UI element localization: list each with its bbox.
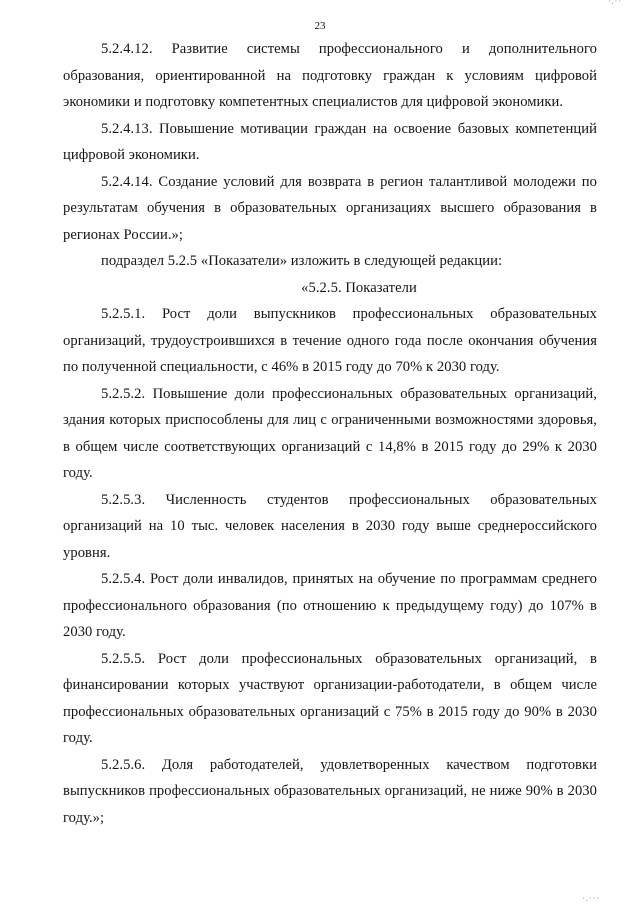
paragraph-5-2-5-4: 5.2.5.4. Рост доли инвалидов, принятых на обучение по программам среднего профессионального образования (по отношению к предыдущему году) до 107% в 2030 году. (63, 571, 597, 640)
page-number: 23 (314, 20, 326, 32)
scan-mark-bottom: ·.··· (582, 894, 600, 903)
paragraph-5-2-5-3: 5.2.5.3. Численность студентов профессиональных образовательных организаций на 10 тыс. человек населения в 2030 году выше среднероссийского уровня. (63, 491, 597, 561)
scan-mark-top: ·.·· (608, 0, 622, 6)
paragraph-5-2-4-12: 5.2.4.12. Развитие системы профессионального и дополнительного образования, ориентированной на подготовку граждан к условиям цифровой экономики и подготовку компетентных специалистов для цифровой экономики. (63, 41, 597, 110)
paragraph-5-2-5-2: 5.2.5.2. Повышение доли профессиональных образовательных организаций, здания которых приспособлены для лиц с ограниченными возможностями здоровья, в общем числе соответствующих организаций с 14,8% в 2015 году до 29% к 2030 году. (63, 385, 597, 481)
paragraph-5-2-4-13: 5.2.4.13. Повышение мотивации граждан на освоение базовых компетенций цифровой экономики. (63, 120, 597, 163)
paragraph-5-2-4-14: 5.2.4.14. Создание условий для возврата в регион талантливой молодежи по результатам обучения в образовательных организациях высшего образования в регионах России.»; (63, 173, 597, 243)
paragraph-5-2-5-1: 5.2.5.1. Рост доли выпускников профессиональных образовательных организаций, трудоустроившихся в течение одного года после окончания обучения по полученной специальности, с 46% в 2015 году до 70% к 2030 году. (63, 306, 597, 375)
paragraph-5-2-5-5: 5.2.5.5. Рост доли профессиональных образовательных организаций, в финансировании которых участвуют организации-работодатели, в общем числе профессиональных образовательных организаций с 75% в 2015 году до 90% в 2030 году. (63, 650, 597, 746)
paragraph-5-2-5-6: 5.2.5.6. Доля работодателей, удовлетворенных качеством подготовки выпускников профессиональных образовательных организаций, не ниже 90% в 2030 году.»; (63, 756, 597, 826)
section-heading-5-2-5: «5.2.5. Показатели (301, 279, 417, 296)
paragraph-instruction: подраздел 5.2.5 «Показатели» изложить в следующей редакции: (101, 253, 503, 269)
document-body (63, 36, 597, 831)
